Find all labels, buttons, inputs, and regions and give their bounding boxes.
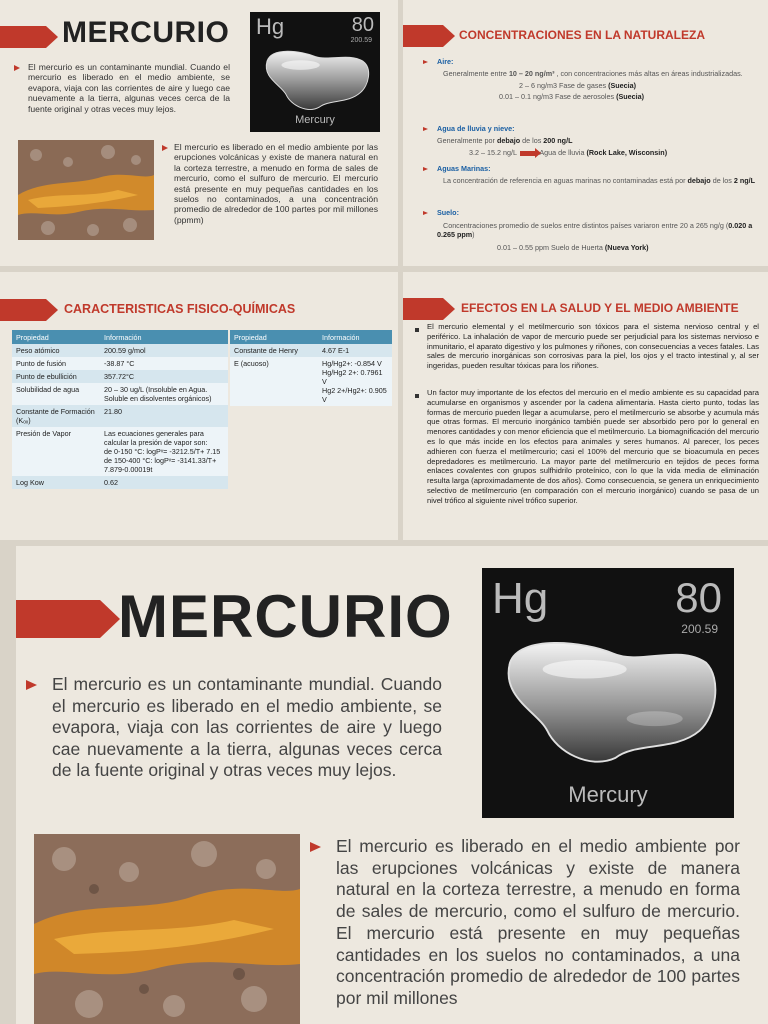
slide-efectos (403, 272, 768, 540)
mercury-droplet-image (492, 630, 724, 770)
slide-concentraciones (403, 0, 768, 266)
mercury-element-tile (482, 568, 734, 818)
bullet-arrow-icon (310, 842, 321, 852)
bullet-arrow-icon (162, 145, 168, 151)
element-mass: 200.59 (350, 37, 372, 44)
paragraph-environment-effects: Un factor muy importante de los efectos del mercurio en el medio ambiente es su capacidad para acumularse en organismos y ascender por la cadena alimentaria. Hasta cierto punto, todas las formas de mercurio pueden llegar a acumularse, pero el metilmercurio se absorbe y acumula más que otras formas. El mercurio inorgánico también puede ser absorbido pero por lo general en menores cantidades y con menor eficiencia que el metilmercurio. La biomagnificación del mercurio es lo que más incide en los efectos para animales y seres humanos. Al parecer, los peces adhieren con fuerza el metilmercurio; casi el 100% del mercurio que se bioacumula en peces depredadores es metilmercurio. La mayor parte del metilmercurio en tejidos de peces forma enlaces covalentes con grupos sulfhidrilo proteínico, con lo que la vida media de eliminación resulta larga (aproximadamente de dos años). Como consecuencia, se genera un enriquecimiento selectivo de metilmercurio (en comparación con el mercurio inorgánico) cuando se pasa de un nivel trófico al siguiente nivel trófico superior. (427, 388, 759, 505)
table-row (12, 357, 228, 370)
table-cell: -38.87 °C (100, 357, 228, 370)
element-number: 80 (351, 14, 374, 36)
table-cell: Constante de Henry (230, 344, 318, 357)
table-cell: Hg/Hg2+: -0.854 V Hg/Hg2 2+: 0.7961 V Hg2 2+/Hg2+: 0.905 V (318, 357, 392, 406)
properties-table-main (12, 330, 228, 489)
table-header-row (12, 330, 228, 344)
table-cell: Log Kow (12, 476, 100, 489)
element-mass: 200.59 (681, 622, 718, 636)
table-cell: Peso atómico (12, 344, 100, 357)
paragraph-natural-sources: El mercurio es liberado en el medio ambiente por las erupciones volcánicas y existe de manera natural en la corteza terrestre, a menudo en forma de sales de mercurio, como el sulfuro de mercurio. El mercurio está presente en muy pequeñas cantidades en los suelos no contaminados, a una concentración promedio de alrededor de 100 partes por mil millones (ppmm) (174, 142, 378, 225)
table-header-cell: Propiedad (12, 330, 100, 344)
table-row (12, 405, 228, 427)
element-name: Mercury (568, 782, 648, 807)
title-accent-arrow (0, 299, 46, 321)
marinas-line: La concentración de referencia en aguas marinas no contaminadas está por debajo de los 2 ng/L (443, 176, 756, 185)
lluvia-line: Generalmente por debajo de los 200 ng/L (437, 136, 573, 145)
paragraph-natural-sources: El mercurio es liberado en el medio ambiente por las erupciones volcánicas y existe de manera natural en la corteza terrestre, a menudo en forma de sales de mercurio, como el sulfuro de mercurio. El mercurio está presente en muy pequeñas cantidades en los suelos no contaminados, a una concentración promedio de alrededor de 100 partes por mil millones (336, 836, 740, 1008)
element-number: 80 (675, 574, 722, 621)
title-accent-arrow (403, 298, 443, 320)
slide-title: CARACTERISTICAS FISICO-QUÍMICAS (64, 302, 296, 316)
table-row (12, 427, 228, 476)
bullet-arrow-icon (423, 60, 428, 64)
lluvia-row: 3.2 – 15.2 ng/L Agua de lluvia (Rock Lake, Wisconsin) (469, 148, 668, 157)
bullet-arrow-icon (14, 65, 20, 71)
mercury-droplet-image (256, 42, 374, 114)
slide-title: MERCURIO (62, 16, 230, 49)
element-symbol: Hg (492, 574, 549, 623)
table-cell: 357.72°C (100, 370, 228, 383)
slide-mercurio-thumb (0, 0, 398, 266)
table-cell: 4.67 E-1 (318, 344, 392, 357)
slide-mercurio-large (16, 546, 768, 1024)
bullet-square-icon (415, 394, 419, 398)
table-header-cell: Información (100, 330, 228, 344)
bullet-arrow-icon (423, 167, 428, 171)
table-cell: Punto de ebullición (12, 370, 100, 383)
bullet-square-icon (415, 328, 419, 332)
table-cell: Solubilidad de agua (12, 383, 100, 405)
section-suelo (437, 208, 757, 252)
table-row (12, 370, 228, 383)
aire-row: 0.01 – 0.1 ng/m3 Fase de aerosoles (Suecia) (499, 92, 645, 101)
table-cell: 0.62 (100, 476, 228, 489)
table-row (12, 476, 228, 489)
table-cell: E (acuoso) (230, 357, 318, 406)
arrow-right-icon (520, 151, 536, 156)
section-heading: Aire: (437, 57, 454, 66)
table-row (230, 344, 392, 357)
table-cell: Las ecuaciones generales para calcular la presión de vapor son: de 0-150 °C: logPᵛ= -3212.5/T+ 7.15 de 150-400 °C: logPᵛ= -3141.33/T+ 7.879-0.00019t (100, 427, 228, 476)
table-header-cell: Información (318, 330, 392, 344)
table-header-row (230, 330, 392, 344)
contaminated-soil-photo (34, 834, 300, 1024)
slide-title: EFECTOS EN LA SALUD Y EL MEDIO AMBIENTE (461, 301, 739, 315)
section-heading: Suelo: (437, 208, 459, 217)
properties-table-secondary (230, 330, 392, 406)
slide-title: MERCURIO (118, 583, 453, 650)
bullet-arrow-icon (423, 127, 428, 131)
section-marinas (437, 164, 757, 185)
section-heading: Agua de lluvia y nieve: (437, 124, 515, 133)
table-cell: Presión de Vapor (12, 427, 100, 476)
table-cell: Punto de fusión (12, 357, 100, 370)
bullet-arrow-icon (26, 680, 37, 690)
mercury-element-tile (250, 12, 380, 132)
paragraph-health-effects: El mercurio elemental y el metilmercurio son tóxicos para el sistema nervioso central y el periférico. La inhalación de vapor de mercurio puede ser perjudicial para los sistemas nervioso e inmunitario, el aparato digestivo y los pulmones y riñones, con consecuencias a veces fatales. Las sales de mercurio inorgánicas son corrosivas para la piel, los ojos y el tracto intestinal y, al ser ingeridas, pueden resultar tóxicas para los riñones. (427, 322, 759, 371)
section-lluvia (437, 124, 757, 157)
table-cell: 20 – 30 ug/L (Insoluble en Agua. Soluble en disolventes orgánicos) (100, 383, 228, 405)
aire-row: 2 – 6 ng/m3 Fase de gases (Suecia) (519, 81, 637, 90)
table-cell: 21.80 (100, 405, 228, 427)
table-row (12, 344, 228, 357)
element-symbol: Hg (256, 14, 285, 39)
suelo-row: 0.01 – 0.55 ppm Suelo de Huerta (Nueva York) (497, 243, 649, 252)
bullet-arrow-icon (423, 211, 428, 215)
table-row (230, 357, 392, 406)
paragraph-pollutant: El mercurio es un contaminante mundial. Cuando el mercurio es liberado en el medio ambiente, se evapora, viaja con las corrientes de aire y luego cae nuevamente a la tierra, algunas veces cerca de la fuente original y otras veces muy lejos. (52, 674, 442, 781)
element-name: Mercury (295, 114, 335, 126)
aire-line: Generalmente entre 10 – 20 ng/m³ , con concentraciones más altas en áreas industrializadas. (443, 69, 743, 78)
section-aire (437, 57, 757, 101)
table-cell: 200.59 g/mol (100, 344, 228, 357)
table-cell: Constante de Formación (Kₒₓ) (12, 405, 100, 427)
paragraph-pollutant: El mercurio es un contaminante mundial. Cuando el mercurio es liberado en el medio ambiente, se evapora, viaja con las corrientes de aire y luego cae nuevamente a la tierra, algunas veces cerca de la fuente original y otras veces muy lejos. (28, 62, 230, 114)
suelo-line: Concentraciones promedio de suelos entre distintos países variaron entre 20 a 265 ng/g (0.020 a 0.265 ppm) (437, 221, 753, 239)
table-row (12, 383, 228, 405)
contaminated-soil-photo (18, 140, 154, 240)
slide-title: CONCENTRACIONES EN LA NATURALEZA (459, 28, 705, 42)
title-accent-arrow (403, 25, 443, 47)
title-accent-arrow (16, 600, 100, 638)
title-accent-arrow (0, 26, 46, 48)
section-heading: Aguas Marinas: (437, 164, 491, 173)
table-header-cell: Propiedad (230, 330, 318, 344)
